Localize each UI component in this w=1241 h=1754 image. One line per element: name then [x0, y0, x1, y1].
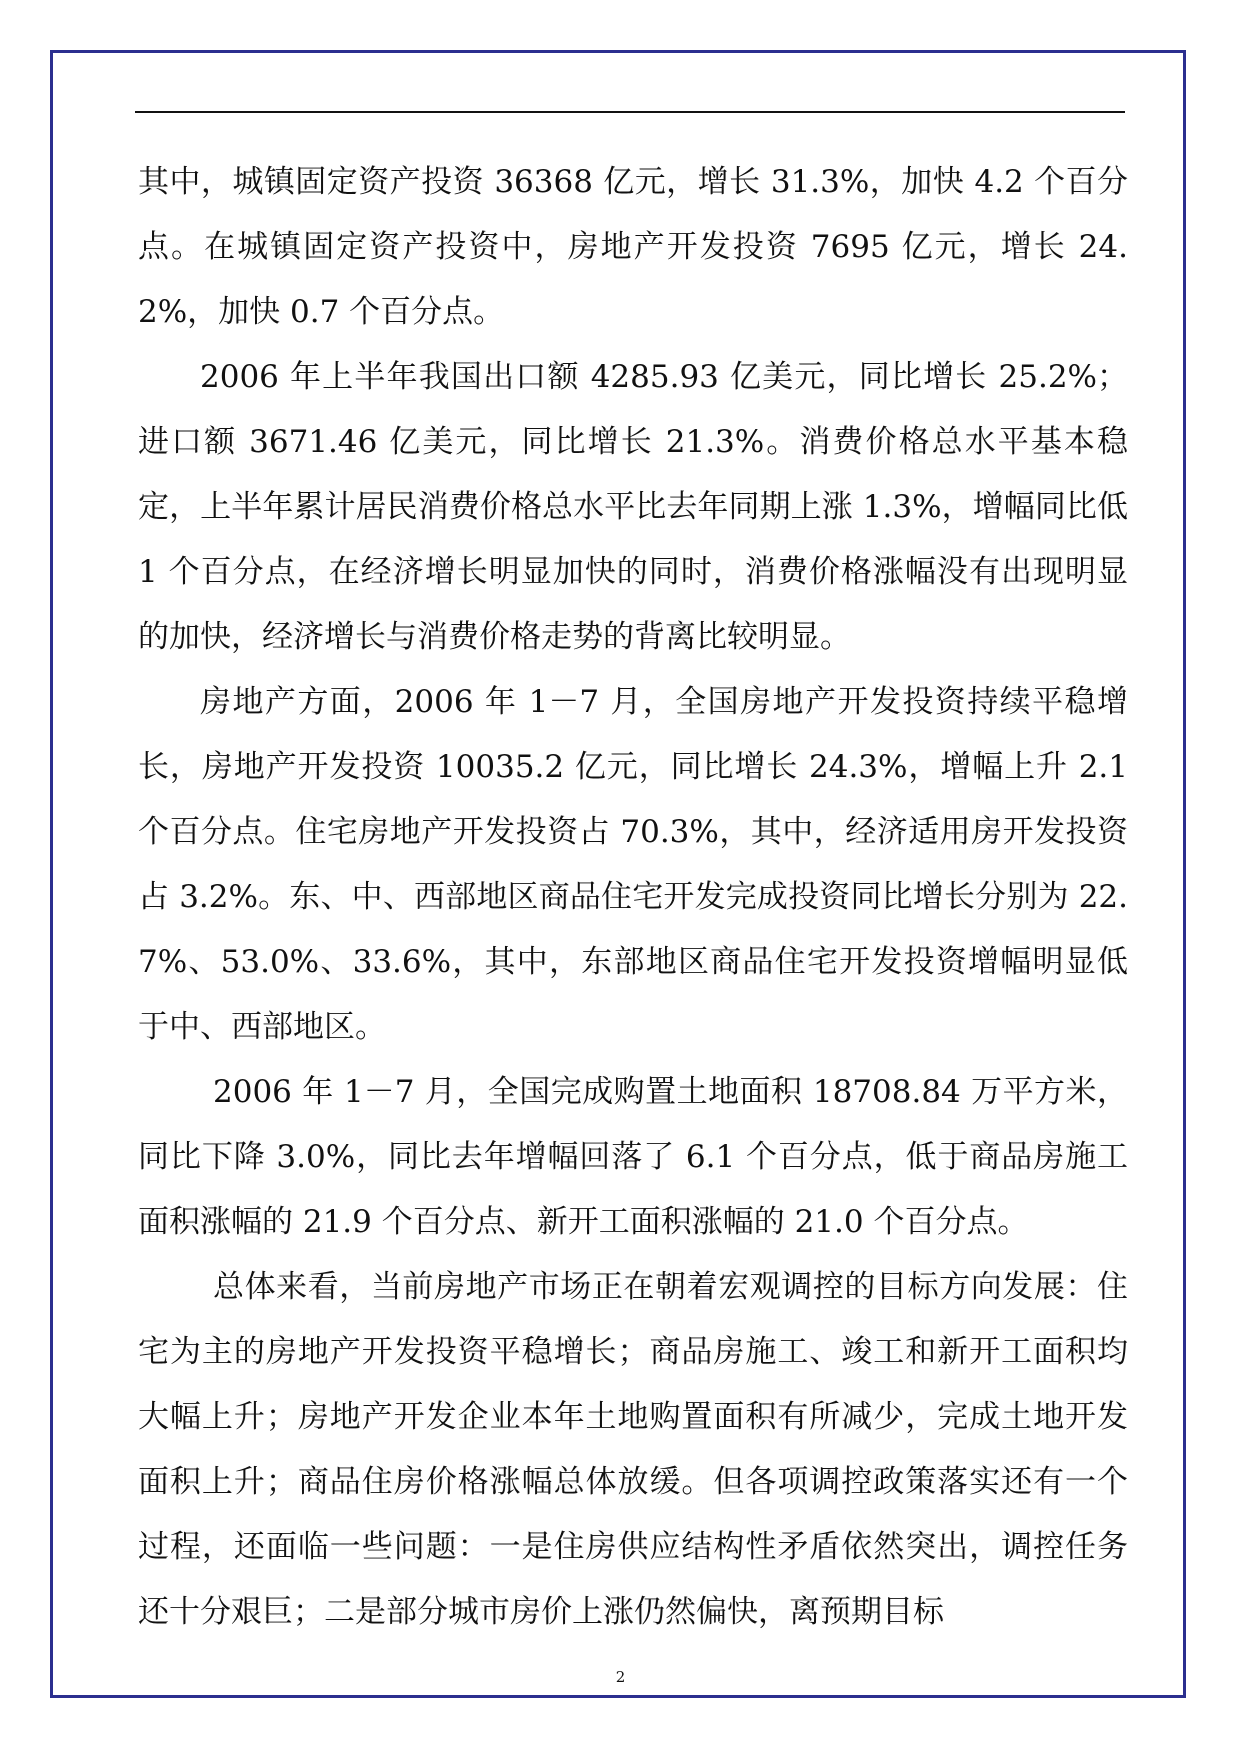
paragraph-land: 2006 年 1－7 月，全国完成购置土地面积 18708.84 万平方米，同比下降 3.0%，同比去年增幅回落了 6.1 个百分点，低于商品房施工面积涨幅的 21.9 个百分点、新开工面积涨幅的 21.0 个百分点。 — [138, 1074, 1128, 1240]
paragraph-investment: 其中，城镇固定资产投资 36368 亿元，增长 31.3%，加快 4.2 个百分点。在城镇固定资产投资中，房地产开发投资 7695 亿元，增长 24.2%，加快 0.7 个百分点。 — [138, 164, 1128, 330]
document-body — [138, 150, 1128, 1645]
paragraph-trade: 2006 年上半年我国出口额 4285.93 亿美元，同比增长 25.2%；进口额 3671.46 亿美元，同比增长 21.3%。消费价格总水平基本稳定，上半年累计居民消费价格总水平比去年同期上涨 1.3%，增幅同比低 1 个百分点，在经济增长明显加快的同时，消费价格涨幅没有出现明显的加快，经济增长与消费价格走势的背离比较明显。 — [138, 359, 1128, 655]
paragraph-summary: 总体来看，当前房地产市场正在朝着宏观调控的目标方向发展：住宅为主的房地产开发投资平稳增长；商品房施工、竣工和新开工面积均大幅上升；房地产开发企业本年土地购置面积有所减少，完成土地开发面积上升；商品住房价格涨幅总体放缓。但各项调控政策落实还有一个过程，还面临一些问题：一是住房供应结构性矛盾依然突出，调控任务还十分艰巨；二是部分城市房价上涨仍然偏快，离预期目标 — [138, 1269, 1128, 1630]
page-number: 2 — [615, 1668, 626, 1686]
header-rule — [135, 111, 1125, 113]
paragraph-real-estate: 房地产方面，2006 年 1－7 月，全国房地产开发投资持续平稳增长，房地产开发投资 10035.2 亿元，同比增长 24.3%，增幅上升 2.1 个百分点。住宅房地产开发投资占 70.3%，其中，经济适用房开发投资占 3.2%。东、中、西部地区商品住宅开发完成投资同比增长分别为 22.7%、53.0%、33.6%，其中，东部地区商品住宅开发投资增幅明显低于中、西部地区。 — [138, 684, 1128, 1045]
